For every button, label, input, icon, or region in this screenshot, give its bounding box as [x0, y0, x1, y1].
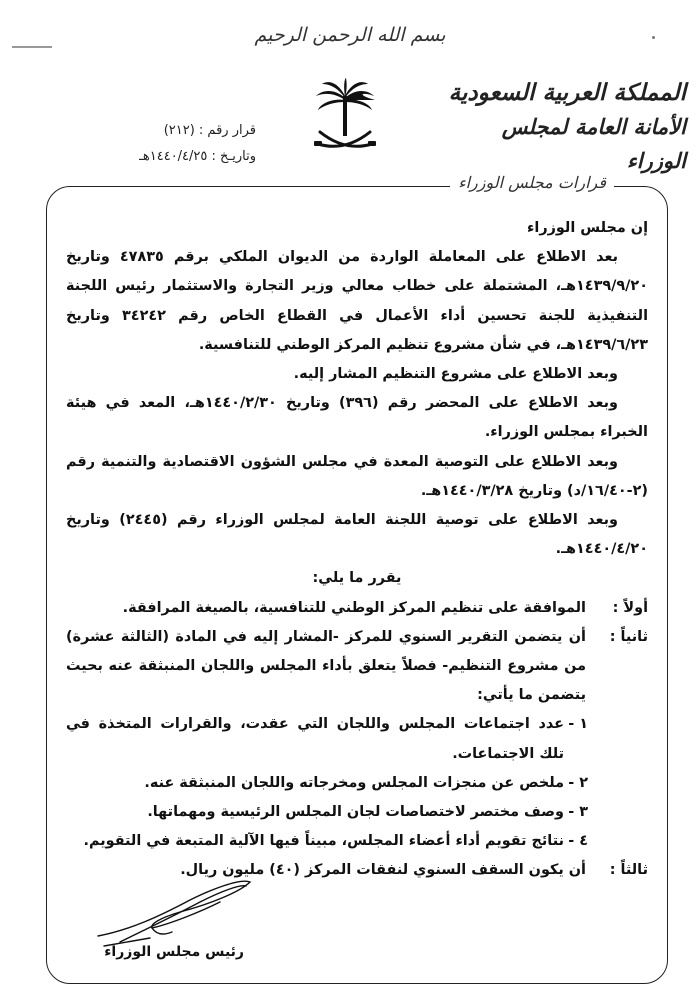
subitem-3	[66, 798, 648, 827]
item-text: أن يكون السقف السنوي لنفقات المركز (٤٠) مليون ريال.	[180, 862, 586, 879]
org-name-kingdom: المملكة العربية السعودية	[448, 79, 686, 106]
decision-number: قرار رقم : (٢١٢)	[163, 123, 256, 138]
section-label: قرارات مجلس الوزراء	[450, 173, 614, 192]
subitem-4	[66, 827, 648, 856]
saudi-emblem-icon	[310, 78, 380, 158]
org-name-secretariat: الأمانة العامة لمجلس الوزراء	[501, 114, 686, 173]
signature-icon	[90, 872, 260, 952]
subitem-number: ١ -	[568, 716, 588, 733]
subitem-text: وصف مختصر لاختصاصات لجان المجلس الرئيسية ومهماتها.	[147, 804, 564, 821]
scan-mark	[12, 46, 52, 48]
signer-title: رئيس مجلس الوزراء	[104, 944, 244, 960]
decision-body	[66, 214, 648, 886]
paragraph-3: وبعد الاطلاع على المحضر رقم (٣٩٦) وتاريخ ١٤٤٠/٢/٣٠هـ، المعد في هيئة الخبراء بمجلس الوزراء.	[66, 395, 648, 441]
subitem-number: ٤ -	[568, 833, 588, 850]
subitem-number: ٢ -	[568, 774, 588, 791]
item-text: الموافقة على تنظيم المركز الوطني للتنافسية، بالصيغة المرافقة.	[122, 599, 586, 616]
item-second	[66, 623, 648, 711]
item-first	[66, 594, 648, 623]
item-text: أن يتضمن التقرير السنوي للمركز -المشار إليه في المادة (الثالثة عشرة) من مشروع التنظيم- فصلاً يتعلق بأداء المجلس واللجان المنبثقة عنه بحيث يتضمن ما يأتي:	[66, 628, 586, 704]
subitem-1	[66, 710, 648, 768]
intro-line: إن مجلس الوزراء	[527, 220, 648, 236]
subitem-text: نتائج تقويم أداء أعضاء المجلس، مبيناً فيها الآلية المتبعة في التقويم.	[83, 833, 564, 850]
paragraph-1: بعد الاطلاع على المعاملة الواردة من الديوان الملكي برقم ٤٧٨٣٥ وتاريخ ١٤٣٩/٩/٢٠هـ، المشتملة على خطاب معالي وزير التجارة والاستثمار رئيس اللجنة التنفيذية للجنة تحسين أداء الأعمال في القطاع الخاص رقم ٣٤٢٤٢ وتاريخ ١٤٣٩/٦/٢٣هـ، في شأن مشروع تنظيم المركز الوطني للتنافسية.	[66, 249, 648, 353]
basmala: بسم الله الرحمن الرحيم	[254, 24, 446, 46]
paragraph-4: وبعد الاطلاع على التوصية المعدة في مجلس الشؤون الاقتصادية والتنمية رقم (٢-١٦/٤٠/د) وتاريخ ١٤٤٠/٣/٢٨هـ.	[66, 453, 648, 499]
subitem-number: ٣ -	[568, 804, 588, 821]
item-label: ثالثاً :	[609, 862, 648, 879]
paragraph-5: وبعد الاطلاع على توصية اللجنة العامة لمجلس الوزراء رقم (٢٤٤٥) وتاريخ ١٤٤٠/٤/٢٠هـ.	[66, 512, 648, 558]
subitem-text: ملخص عن منجزات المجلس ومخرجاته واللجان المنبثقة عنه.	[144, 774, 564, 791]
decision-date: وتاريـخ : ١٤٤٠/٤/٢٥هـ	[139, 149, 256, 164]
paragraph-2: وبعد الاطلاع على مشروع التنظيم المشار إليه.	[293, 366, 618, 383]
subitem-text: عدد اجتماعات المجلس واللجان التي عقدت، والقرارات المتخذة في تلك الاجتماعات.	[66, 716, 564, 762]
organization-header	[436, 76, 686, 178]
subitem-2	[66, 769, 648, 798]
decides-heading: يقرر ما يلي:	[312, 570, 402, 587]
item-label: ثانياً :	[609, 628, 648, 645]
decision-info	[86, 118, 256, 170]
item-label: أولاً :	[612, 599, 648, 616]
